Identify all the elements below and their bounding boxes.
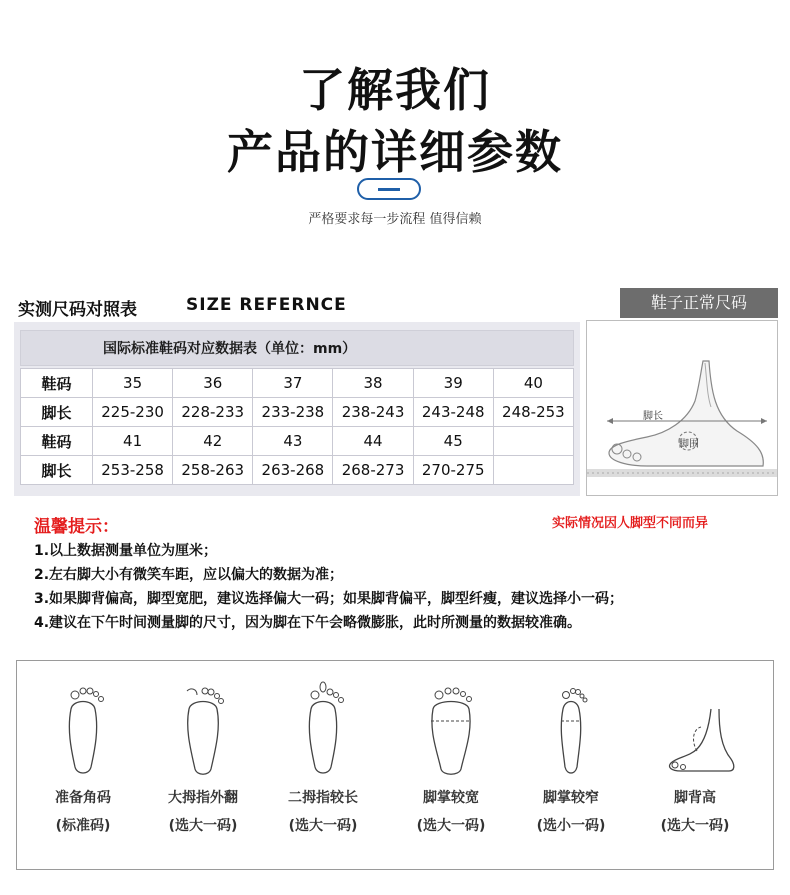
table-cell: 41 [93,427,173,456]
table-cell: 270-275 [413,456,493,485]
table-cell: 36 [173,369,253,398]
guide-sub: (选大一码) [288,818,358,834]
guide-sub: (选大一码) [168,818,238,834]
guide-sub: (选小一码) [536,818,606,834]
table-cell: 43 [253,427,333,456]
row-label: 脚长 [21,398,93,427]
guide-label: 脚掌较宽 [423,790,479,806]
foot-type-guide [16,660,774,870]
table-cell: 38 [333,369,413,398]
guide-item [23,661,143,871]
row-label: 脚长 [21,456,93,485]
table-row [21,369,574,398]
guide-label: 二拇指较长 [288,790,358,806]
size-section-title-en: SIZE REFERNCE [186,295,347,315]
table-cell: 225-230 [93,398,173,427]
table-cell: 42 [173,427,253,456]
tips-title: 温馨提示： [34,517,119,537]
guide-label: 脚掌较窄 [543,790,599,806]
table-cell: 35 [93,369,173,398]
tip-line-2: 2.左右脚大小有微笑车距，应以偏大的数据为准； [34,567,344,583]
table-row [21,456,574,485]
table-cell: 268-273 [333,456,413,485]
foot-bunion-icon [169,679,239,779]
divider-pill-icon [357,178,421,200]
row-label: 鞋码 [21,427,93,456]
normal-size-badge: 鞋子正常尺码 [620,288,778,318]
page-subtitle: 产品的详细参数 [227,125,563,179]
foot-girth-label: 脚围 [679,439,699,450]
table-cell: 45 [413,427,493,456]
slogan: 严格要求每一步流程 值得信赖 [308,212,482,227]
foot-long-second-toe-icon [289,679,359,779]
guide-sub: (选大一码) [660,818,730,834]
table-row [21,398,574,427]
tip-line-1: 1.以上数据测量单位为厘米； [34,543,218,559]
guide-item [635,661,755,871]
table-cell: 238-243 [333,398,413,427]
size-table-heading: 国际标准鞋码对应数据表（单位：mm） [20,330,574,366]
size-table [20,368,574,485]
table-cell: 228-233 [173,398,253,427]
table-cell [493,456,573,485]
guide-item [511,661,631,871]
table-cell: 44 [333,427,413,456]
guide-item [143,661,263,871]
foot-high-arch-icon [661,679,741,779]
foot-standard-icon [49,679,119,779]
foot-wide-icon [417,679,487,779]
guide-sub: (标准码) [55,818,111,834]
tip-line-4: 4.建议在下午时间测量脚的尺寸，因为脚在下午会略微膨胀，此时所测量的数据较准确。 [34,615,582,631]
guide-label: 脚背高 [674,790,716,806]
table-cell: 39 [413,369,493,398]
table-cell: 233-238 [253,398,333,427]
guide-label: 准备角码 [55,790,111,806]
guide-sub: (选大一码) [416,818,486,834]
row-label: 鞋码 [21,369,93,398]
guide-item [263,661,383,871]
table-cell [493,427,573,456]
tips-note: 实际情况因人脚型不同而异 [552,516,709,531]
guide-label: 大拇指外翻 [168,790,238,806]
table-cell: 263-268 [253,456,333,485]
foot-length-label: 脚长 [643,411,663,422]
table-cell: 243-248 [413,398,493,427]
foot-narrow-icon [537,679,607,779]
table-row [21,427,574,456]
table-cell: 248-253 [493,398,573,427]
size-table-panel [14,322,580,496]
table-cell: 253-258 [93,456,173,485]
guide-item [391,661,511,871]
foot-measure-diagram [586,320,778,496]
foot-side-icon [587,321,777,495]
table-cell: 40 [493,369,573,398]
table-cell: 258-263 [173,456,253,485]
page-title: 了解我们 [299,63,491,117]
size-section-title: 实测尺码对照表 [18,300,137,320]
tip-line-3: 3.如果脚背偏高，脚型宽肥，建议选择偏大一码；如果脚背偏平，脚型纤瘦，建议选择小一码； [34,591,624,607]
table-cell: 37 [253,369,333,398]
